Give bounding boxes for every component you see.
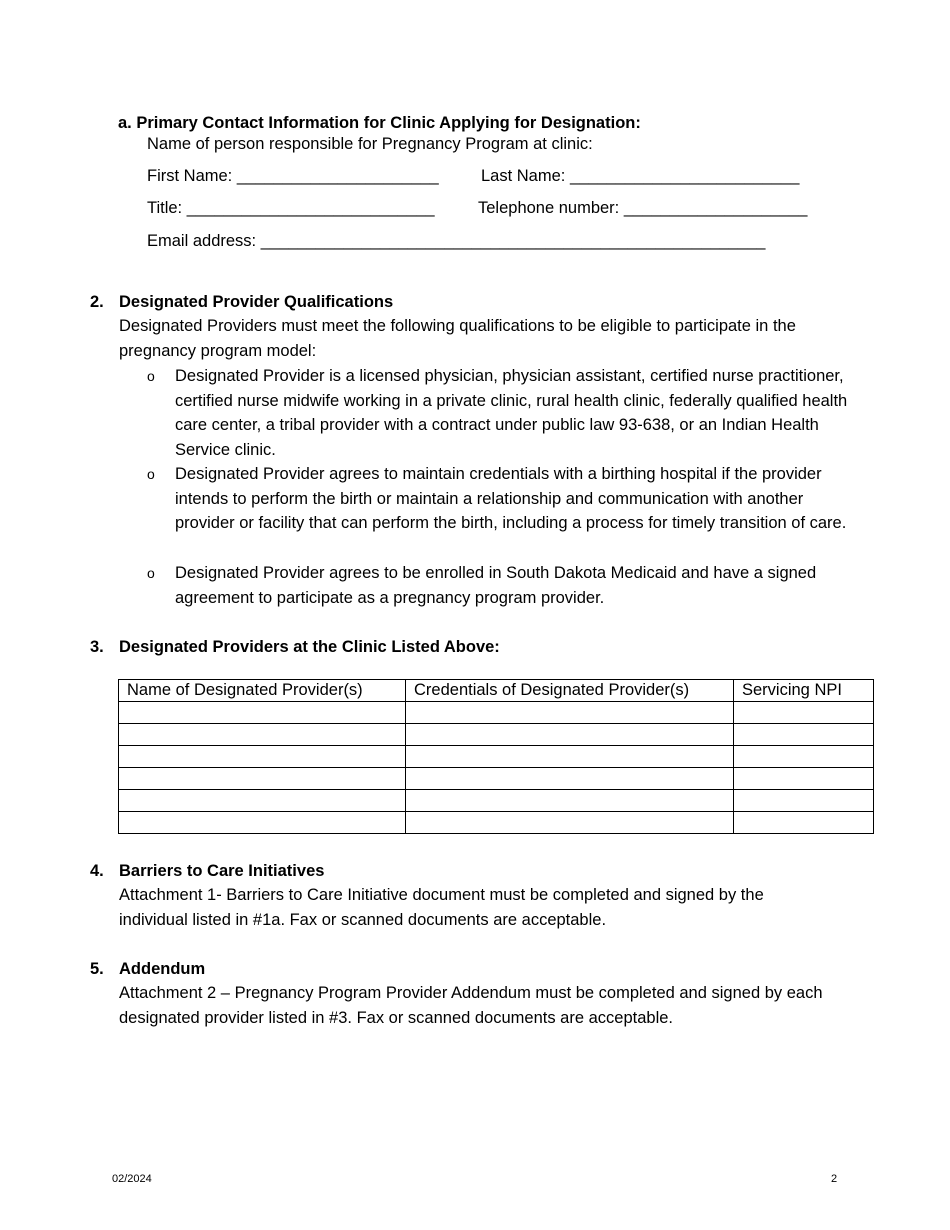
provider-npi-cell[interactable] — [734, 746, 874, 768]
provider-name-cell[interactable] — [119, 746, 406, 768]
section-2-heading: Designated Provider Qualifications — [119, 293, 394, 311]
provider-npi-cell[interactable] — [734, 790, 874, 812]
designated-providers-table — [118, 679, 874, 834]
provider-credentials-cell[interactable] — [406, 790, 734, 812]
column-header-credentials: Credentials of Designated Provider(s) — [406, 680, 734, 702]
contact-intro: Name of person responsible for Pregnancy Program at clinic: — [147, 135, 593, 153]
page-number: 2 — [831, 1173, 838, 1185]
provider-credentials-cell[interactable] — [406, 702, 734, 724]
table-row — [119, 746, 874, 768]
section-4-number: 4. — [90, 862, 104, 880]
bullet-marker: o — [147, 466, 155, 482]
telephone-field[interactable]: Telephone number: ____________________ — [478, 199, 808, 217]
section-4-heading: Barriers to Care Initiatives — [119, 862, 325, 880]
provider-name-cell[interactable] — [119, 790, 406, 812]
table-row — [119, 724, 874, 746]
provider-credentials-cell[interactable] — [406, 812, 734, 834]
section-2-number: 2. — [90, 293, 104, 311]
table-row — [119, 812, 874, 834]
section-2-intro: Designated Providers must meet the following qualifications to be eligible to participate in the pregnancy program model: — [119, 317, 796, 360]
provider-npi-cell[interactable] — [734, 768, 874, 790]
provider-name-cell[interactable] — [119, 812, 406, 834]
footer-date: 02/2024 — [112, 1173, 152, 1185]
section-5-number: 5. — [90, 960, 104, 978]
table-header-row — [119, 680, 874, 702]
qualification-item: Designated Provider is a licensed physician, physician assistant, certified nurse practitioner, certified nurse midwife working in a private clinic, rural health clinic, federally qualified health care center, a tribal provider with a contract under public law 93-638, or an Indian Health Service clinic. — [175, 367, 848, 459]
bullet-marker: o — [147, 565, 155, 581]
provider-npi-cell[interactable] — [734, 702, 874, 724]
section-1a-heading: a. Primary Contact Information for Clinic Applying for Designation: — [118, 114, 641, 132]
section-5-heading: Addendum — [119, 960, 206, 978]
provider-credentials-cell[interactable] — [406, 746, 734, 768]
provider-npi-cell[interactable] — [734, 724, 874, 746]
section-5-body: Attachment 2 – Pregnancy Program Provider Addendum must be completed and signed by each designated provider listed in #3. Fax or scanned documents are acceptable. — [119, 984, 823, 1027]
first-name-field[interactable]: First Name: ______________________ — [147, 167, 439, 185]
qualification-item: Designated Provider agrees to be enrolled in South Dakota Medicaid and have a signed agreement to participate as a pregnancy program provider. — [175, 564, 817, 607]
provider-name-cell[interactable] — [119, 702, 406, 724]
last-name-field[interactable]: Last Name: _________________________ — [481, 167, 800, 185]
provider-name-cell[interactable] — [119, 768, 406, 790]
title-field[interactable]: Title: ___________________________ — [147, 199, 435, 217]
email-field[interactable]: Email address: _______________________________________________________ — [147, 232, 766, 250]
table-row — [119, 768, 874, 790]
section-3-number: 3. — [90, 638, 104, 656]
table-row — [119, 790, 874, 812]
qualification-item: Designated Provider agrees to maintain credentials with a birthing hospital if the provider intends to perform the birth or maintain a relationship and communication with another provider or facility that can perform the birth, including a process for timely transition of care. — [175, 465, 847, 533]
table-row — [119, 702, 874, 724]
provider-name-cell[interactable] — [119, 724, 406, 746]
column-header-npi: Servicing NPI — [734, 680, 874, 702]
provider-credentials-cell[interactable] — [406, 724, 734, 746]
provider-npi-cell[interactable] — [734, 812, 874, 834]
section-4-body: Attachment 1- Barriers to Care Initiative document must be completed and signed by the individual listed in #1a. Fax or scanned documents are acceptable. — [119, 886, 764, 929]
section-3-heading: Designated Providers at the Clinic Listed Above: — [119, 638, 500, 656]
bullet-marker: o — [147, 368, 155, 384]
column-header-name: Name of Designated Provider(s) — [119, 680, 406, 702]
provider-credentials-cell[interactable] — [406, 768, 734, 790]
